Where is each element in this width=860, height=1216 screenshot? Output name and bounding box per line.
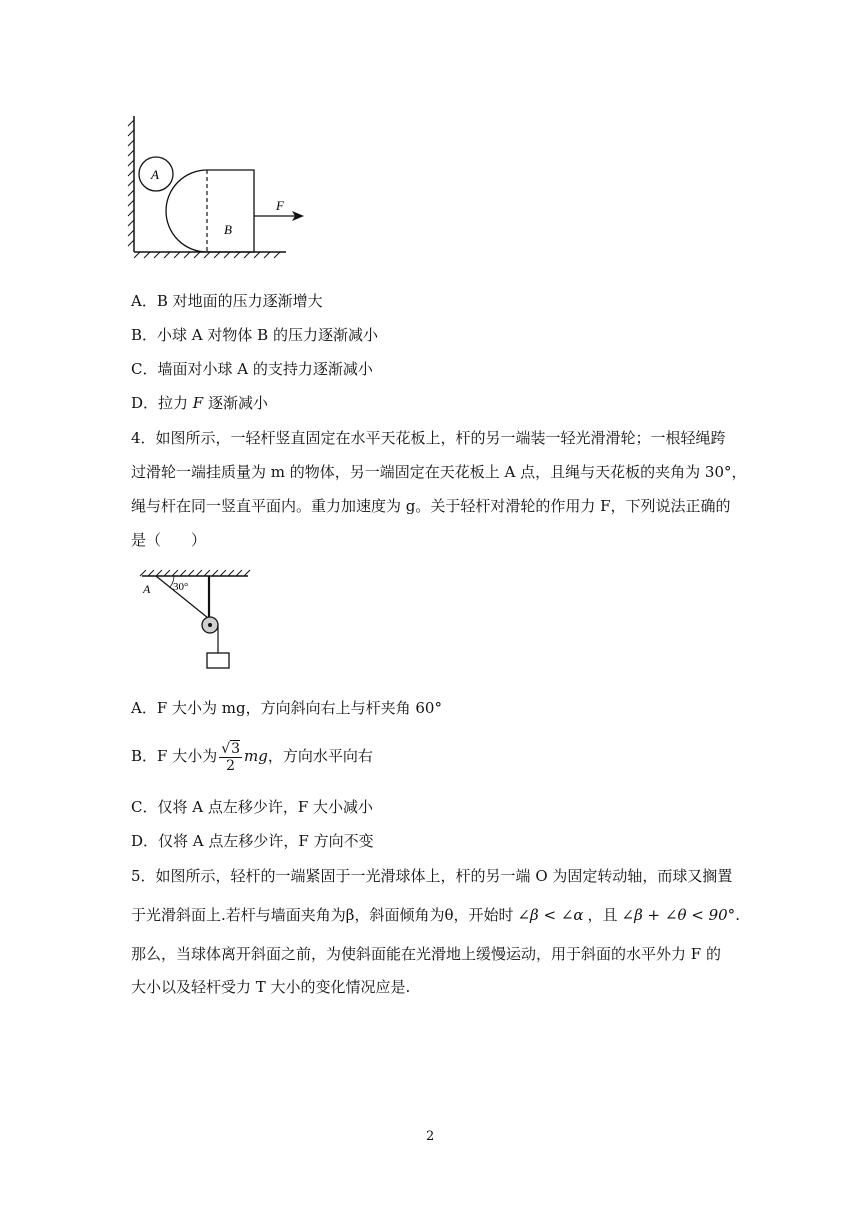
figure-pulley [130,566,260,674]
q3-option-d-prefix: D．拉力 [131,394,193,412]
label-f: F [276,198,284,213]
fraction: $\frac{√3}{2}$ [221,740,241,774]
q3-option-d-suffix: 逐渐减小 [203,394,268,412]
q3-option-c: C．墙面对小球 A 的支持力逐渐减小 [131,360,373,378]
figure-ball-block [118,112,318,262]
q5-line-2-end: . [735,906,740,924]
q4-option-d: D．仅将 A 点左移少许，F 方向不变 [131,832,374,850]
q4-line-1: 4．如图所示，一轻杆竖直固定在水平天花板上，杆的另一端装一轻光滑滑轮；一根轻绳跨 [131,429,726,447]
q5-line-4: 大小以及轻杆受力 T 大小的变化情况应是. [131,978,411,996]
q5-line-2 [131,905,740,925]
q5-line-2-pre: 于光滑斜面上.若杆与墙面夹角为β，斜面倾角为θ，开始时 [131,906,514,924]
q5-line-2-mid: ，且 [587,906,618,924]
label-a: A [151,167,159,182]
label-b: B [224,222,232,237]
q4-option-c: C．仅将 A 点左移少许，F 大小减小 [131,798,374,816]
q5-line-1: 5．如图所示，轻杆的一端紧固于一光滑球体上，杆的另一端 O 为固定转动轴，而球又搁置 [131,867,733,885]
q3-option-a: A．B 对地面的压力逐渐增大 [131,292,323,310]
q5-math-1: ∠β < ∠α [517,906,584,924]
hanging-mass [207,653,229,668]
q3-option-b: B．小球 A 对物体 B 的压力逐渐减小 [131,326,378,344]
q4-line-3: 绳与杆在同一竖直平面内。重力加速度为 g。关于轻杆对滑轮的作用力 F，下列说法正确的 [131,497,731,515]
block-b [166,170,254,252]
q5-line-3: 那么，当球体离开斜面之前，为使斜面能在光滑地上缓慢运动，用于斜面的水平外力 F 的 [131,945,721,963]
label-a-point: A [143,582,151,596]
page-number: 2 [426,1129,435,1144]
q5-math-2: ∠β + ∠θ < 90° [621,906,736,924]
q4-option-a: A．F 大小为 mg，方向斜向右上与杆夹角 60° [131,699,442,717]
q4-line-2: 过滑轮一端挂质量为 m 的物体，另一端固定在天花板上 A 点，且绳与天花板的夹角为 30°， [131,463,747,481]
q4-option-b-prefix: B．F 大小为 [131,747,218,765]
q4-line-4: 是（ ） [131,531,207,549]
q3-option-d-var: F [192,394,204,412]
q4-option-b-suffix: ，方向水平向右 [267,747,373,765]
fraction-denominator: 2 [226,757,236,774]
q4-option-b-mg: mg [244,747,268,765]
q3-option-d [131,393,268,413]
q4-option-b [131,738,373,778]
angle-label: 30° [173,581,189,593]
sqrt-value: 3 [231,740,241,757]
